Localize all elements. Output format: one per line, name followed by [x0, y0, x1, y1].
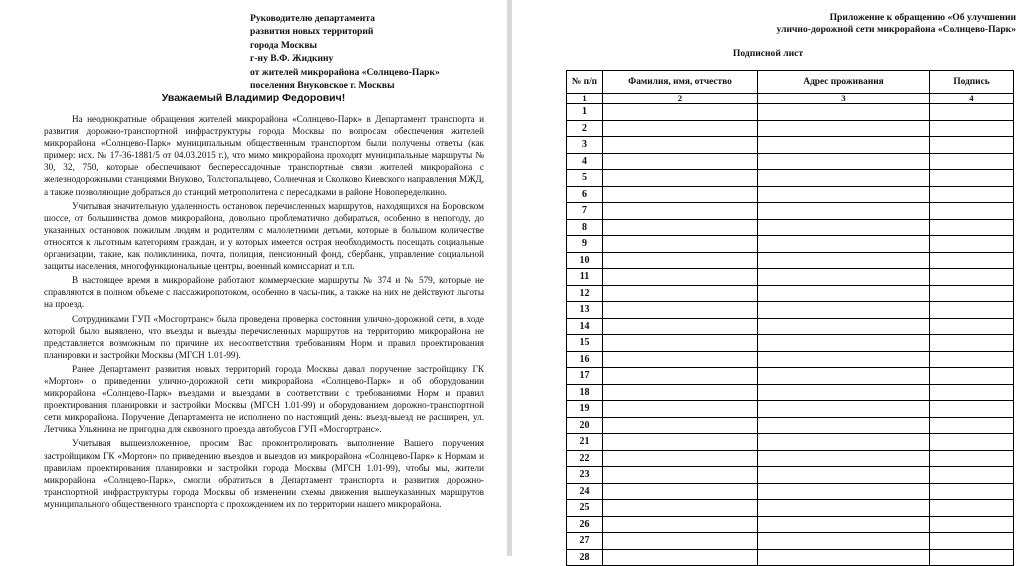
table-row [567, 483, 1014, 500]
row-number: 9 [567, 236, 603, 253]
signature-cell[interactable] [930, 533, 1014, 550]
name-cell[interactable] [603, 384, 758, 401]
name-cell[interactable] [603, 236, 758, 253]
row-number: 12 [567, 285, 603, 302]
table-row [567, 434, 1014, 451]
address-cell[interactable] [758, 302, 930, 319]
table-row [567, 351, 1014, 368]
name-cell[interactable] [603, 137, 758, 154]
table-row [567, 236, 1014, 253]
signature-cell[interactable] [930, 170, 1014, 187]
column-number: 1 [567, 94, 603, 104]
address-cell[interactable] [758, 467, 930, 484]
address-cell[interactable] [758, 153, 930, 170]
signature-cell[interactable] [930, 219, 1014, 236]
row-number: 23 [567, 467, 603, 484]
signature-cell[interactable] [930, 368, 1014, 385]
name-cell[interactable] [603, 170, 758, 187]
address-cell[interactable] [758, 203, 930, 220]
signature-sheet-page [512, 0, 1024, 563]
addressee-line: от жителей микрорайона «Солнцево-Парк» [250, 66, 440, 78]
table-row [567, 203, 1014, 220]
table-row [567, 533, 1014, 550]
address-cell[interactable] [758, 269, 930, 286]
table-row [567, 467, 1014, 484]
row-number: 17 [567, 368, 603, 385]
signature-cell[interactable] [930, 549, 1014, 566]
address-cell[interactable] [758, 533, 930, 550]
address-cell[interactable] [758, 384, 930, 401]
addressee-line: г-ну В.Ф. Жидкину [250, 53, 334, 65]
signature-cell[interactable] [930, 483, 1014, 500]
signature-cell[interactable] [930, 137, 1014, 154]
signature-cell[interactable] [930, 302, 1014, 319]
signature-cell[interactable] [930, 186, 1014, 203]
row-number: 2 [567, 120, 603, 137]
column-number: 3 [758, 94, 930, 104]
name-cell[interactable] [603, 549, 758, 566]
signature-cell[interactable] [930, 417, 1014, 434]
name-cell[interactable] [603, 401, 758, 418]
letter-page [0, 0, 507, 556]
row-number: 15 [567, 335, 603, 352]
address-cell[interactable] [758, 417, 930, 434]
table-row [567, 153, 1014, 170]
appendix-header-line: улично-дорожной сети микрорайона «Солнцево-Парк» [776, 24, 1016, 35]
name-cell[interactable] [603, 450, 758, 467]
row-number: 10 [567, 252, 603, 269]
table-row [567, 500, 1014, 517]
name-cell[interactable] [603, 252, 758, 269]
name-cell[interactable] [603, 285, 758, 302]
table-row [567, 318, 1014, 335]
table-row [567, 384, 1014, 401]
name-cell[interactable] [603, 302, 758, 319]
row-number: 14 [567, 318, 603, 335]
address-cell[interactable] [758, 516, 930, 533]
row-number: 13 [567, 302, 603, 319]
letter-paragraph: На неоднократные обращения жителей микрорайона «Солнцево-Парк» в Департамент транспорта и развития дорожно-транспортной инфраструктуры города Москвы по вопросам обеспечения жителей микрорайона «Солнцево-Парк» муниципальным общественным транспортом были получены ответы (как пример: исх. № 17-36-1881/5 от 04.03.2015 г.), что мимо микрорайона проходят муниципальные маршруты № 30, 32, 750, которые обеспечивают бесперессадочные транспортные связи жителей микрорайона с железнодорожными станциями Внуково, Толстопальцево, Солнечная и Сколково Киевского направления МЖД, а также позволяющие добраться до станций метрополитена с пересадками в районе Новопеределкино. [44, 114, 484, 197]
signature-cell[interactable] [930, 120, 1014, 137]
row-number: 5 [567, 170, 603, 187]
column-header-signature: Подпись [930, 71, 1014, 94]
row-number: 3 [567, 137, 603, 154]
column-header-address: Адрес проживания [758, 71, 930, 94]
table-row [567, 368, 1014, 385]
signature-cell[interactable] [930, 203, 1014, 220]
salutation: Уважаемый Владимир Федорович! [161, 92, 346, 104]
address-cell[interactable] [758, 104, 930, 121]
table-row [567, 137, 1014, 154]
table-row [567, 302, 1014, 319]
row-number: 18 [567, 384, 603, 401]
appendix-header-line: Приложение к обращению «Об улучшении [829, 12, 1016, 23]
signature-cell[interactable] [930, 384, 1014, 401]
signature-cell[interactable] [930, 335, 1014, 352]
row-number: 19 [567, 401, 603, 418]
name-cell[interactable] [603, 483, 758, 500]
row-number: 25 [567, 500, 603, 517]
address-cell[interactable] [758, 186, 930, 203]
address-cell[interactable] [758, 351, 930, 368]
signature-cell[interactable] [930, 236, 1014, 253]
table-row [567, 252, 1014, 269]
table-header-row [567, 71, 1014, 94]
address-cell[interactable] [758, 450, 930, 467]
table-row [567, 269, 1014, 286]
row-number: 4 [567, 153, 603, 170]
signature-cell[interactable] [930, 434, 1014, 451]
signature-cell[interactable] [930, 351, 1014, 368]
column-header-number: № п/п [567, 71, 603, 94]
address-cell[interactable] [758, 285, 930, 302]
table-row [567, 450, 1014, 467]
name-cell[interactable] [603, 153, 758, 170]
name-cell[interactable] [603, 186, 758, 203]
name-cell[interactable] [603, 368, 758, 385]
address-cell[interactable] [758, 483, 930, 500]
table-row [567, 549, 1014, 566]
address-cell[interactable] [758, 137, 930, 154]
addressee-line: поселения Внуковское г. Москвы [250, 80, 395, 92]
table-row [567, 104, 1014, 121]
signature-cell[interactable] [930, 285, 1014, 302]
address-cell[interactable] [758, 120, 930, 137]
address-cell[interactable] [758, 500, 930, 517]
addressee-line: Руководителю департамента [250, 13, 375, 24]
name-cell[interactable] [603, 417, 758, 434]
letter-paragraph: В настоящее время в микрорайоне работают коммерческие маршруты № 374 и № 579, которые не справляются в полном объеме с пассажиропотоком, особенно в часы-пик, а также на них не действуют льготы на проезд. [44, 275, 484, 310]
signature-cell[interactable] [930, 500, 1014, 517]
name-cell[interactable] [603, 219, 758, 236]
signature-cell[interactable] [930, 401, 1014, 418]
signature-table [566, 70, 1014, 566]
signature-cell[interactable] [930, 104, 1014, 121]
column-header-name: Фамилия, имя, отчество [603, 71, 758, 94]
row-number: 7 [567, 203, 603, 220]
table-row [567, 285, 1014, 302]
name-cell[interactable] [603, 500, 758, 517]
letter-paragraph: Ранее Департамент развития новых территорий города Москвы давал поручение застройщику ГК «Мортон» о приведении улично-дорожной сети микрорайона «Солнцево-Парк» и об оборудовании микрорайона «Солнцево-Парк» въездами и выездами в соответствии с требованиями Норм и правил проектирования планировки и застройки Москвы (МГСН 1.01-99) и оборудованием дорожно-транспортной сети микрорайона. Поручение Департамента не исполнено по настоящий день: въезд-выезд не расширен, ул. Летчика Ульянина не пригодна для сквозного проезда автобусов ГУП «Мосгортранс». [44, 363, 484, 435]
signature-cell[interactable] [930, 450, 1014, 467]
address-cell[interactable] [758, 434, 930, 451]
row-number: 24 [567, 483, 603, 500]
letter-paragraph: Учитывая вышеизложенное, просим Вас проконтролировать выполнение Вашего поручения застройщиком ГК «Мортон» по приведению въездов и выездов из микрорайона «Солнцево-Парк» к Нормам и правилам проектирования планировки и застройки города Москвы (МГСН 1.01-99), чтобы мы, жители микрорайона «Солнцево-Парк», смогли обратиться в Департамент транспорта и развития дорожно-транспортной инфраструктуры города Москвы об изменении схемы движения вышеуказанных маршрутов муниципального общественного транспорта с прохождением их по территории нашего микрорайона. [44, 438, 484, 509]
row-number: 21 [567, 434, 603, 451]
table-row [567, 170, 1014, 187]
column-number: 4 [930, 94, 1014, 104]
row-number: 8 [567, 219, 603, 236]
name-cell[interactable] [603, 203, 758, 220]
name-cell[interactable] [603, 467, 758, 484]
table-row [567, 401, 1014, 418]
signature-cell[interactable] [930, 153, 1014, 170]
name-cell[interactable] [603, 335, 758, 352]
name-cell[interactable] [603, 533, 758, 550]
address-cell[interactable] [758, 236, 930, 253]
row-number: 28 [567, 549, 603, 566]
table-row [567, 120, 1014, 137]
row-number: 16 [567, 351, 603, 368]
signature-cell[interactable] [930, 467, 1014, 484]
address-cell[interactable] [758, 549, 930, 566]
address-cell[interactable] [758, 252, 930, 269]
row-number: 1 [567, 104, 603, 121]
letter-body [44, 113, 484, 512]
signature-rows [567, 104, 1014, 566]
letter-paragraph: Учитывая значительную удаленность остановок перечисленных маршрутов, находящихся на Боровском шоссе, от большинства домов микрорайона, довольно проблематично добираться, особенно в непогоду, до указанных остановок пожилым людям и родителям с малолетними детьми, которые в большом количестве относятся к льготным категориям граждан, и у которых имеется острая необходимость посещать социальные организации, такие, как поликлиника, почта, полиция, пенсионный фонд, сбербанк, управление социальной защиты населения, многофункциональные центры, военный комиссариат и т.п. [44, 200, 484, 272]
row-number: 22 [567, 450, 603, 467]
addressee-block [250, 12, 500, 92]
signature-cell[interactable] [930, 318, 1014, 335]
name-cell[interactable] [603, 516, 758, 533]
name-cell[interactable] [603, 434, 758, 451]
sheet-title: Подписной лист [732, 48, 804, 59]
row-number: 27 [567, 533, 603, 550]
table-row [567, 219, 1014, 236]
column-number-row [567, 94, 1014, 104]
signature-cell[interactable] [930, 269, 1014, 286]
addressee-line: развития новых территорий [250, 26, 374, 38]
address-cell[interactable] [758, 318, 930, 335]
appendix-header [726, 12, 1016, 36]
address-cell[interactable] [758, 401, 930, 418]
address-cell[interactable] [758, 368, 930, 385]
table-row [567, 186, 1014, 203]
address-cell[interactable] [758, 219, 930, 236]
letter-paragraph: Сотрудниками ГУП «Мосгортранс» была проведена проверка состояния улично-дорожной сети, в ходе которой было выявлено, что въезды и выезды перечисленных маршрутов на территорию микрорайона не представляется возможным по причине их несоответствия требованиям Норм и правил проектирования планировки и застройки Москвы (МГСН 1.01-99). [44, 313, 484, 360]
table-row [567, 417, 1014, 434]
table-row [567, 335, 1014, 352]
row-number: 26 [567, 516, 603, 533]
signature-cell[interactable] [930, 252, 1014, 269]
row-number: 20 [567, 417, 603, 434]
name-cell[interactable] [603, 351, 758, 368]
name-cell[interactable] [603, 120, 758, 137]
name-cell[interactable] [603, 269, 758, 286]
name-cell[interactable] [603, 318, 758, 335]
name-cell[interactable] [603, 104, 758, 121]
signature-cell[interactable] [930, 516, 1014, 533]
address-cell[interactable] [758, 335, 930, 352]
address-cell[interactable] [758, 170, 930, 187]
row-number: 11 [567, 269, 603, 286]
addressee-line: города Москвы [250, 39, 318, 51]
column-number: 2 [603, 94, 758, 104]
row-number: 6 [567, 186, 603, 203]
table-row [567, 516, 1014, 533]
